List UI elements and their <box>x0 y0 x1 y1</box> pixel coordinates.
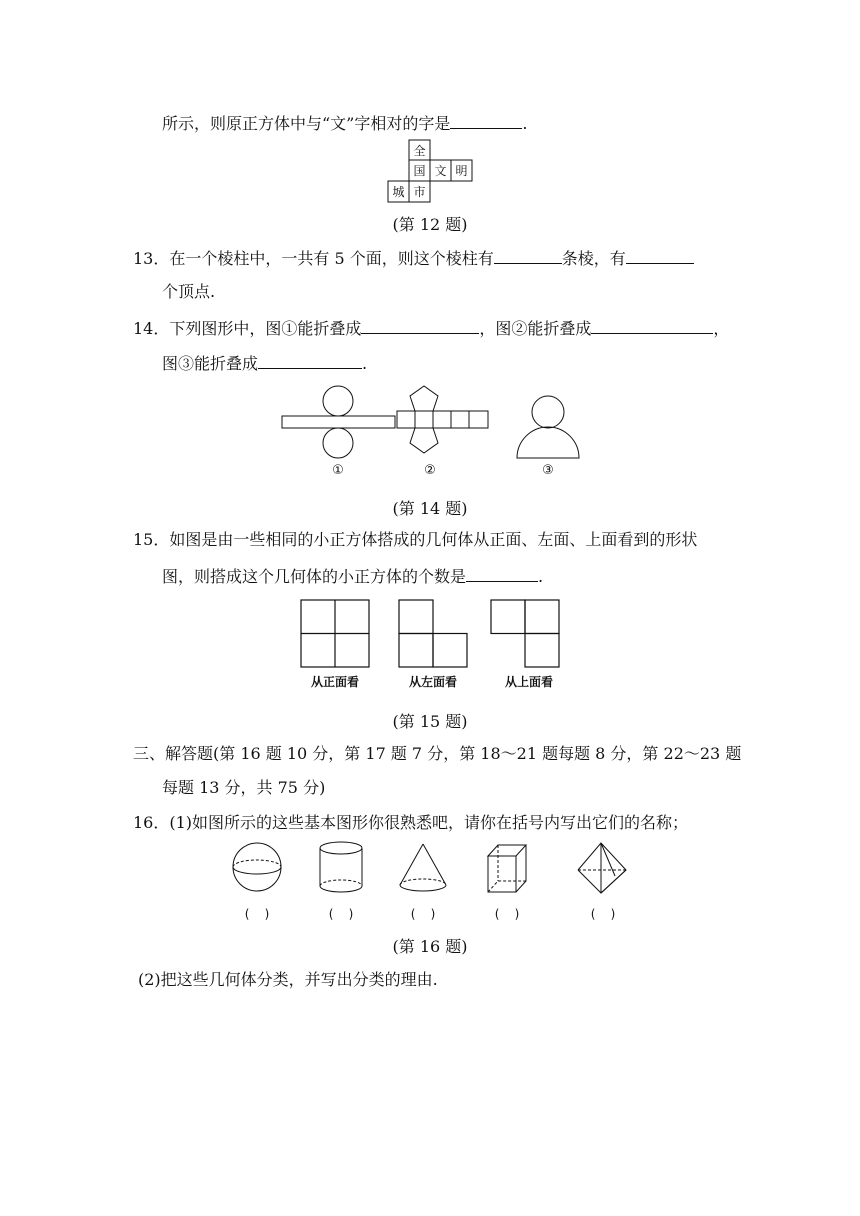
q14-text-c: ， <box>713 319 730 338</box>
section3-line-2: 每题 13 分，共 75 分) <box>162 778 326 797</box>
q14-end: . <box>362 354 368 373</box>
net-char-1: 国 <box>413 164 426 178</box>
net-char-5: 市 <box>413 185 426 199</box>
q15-text-b: 图，则搭成这个几何体的小正方体的个数是 <box>162 567 467 586</box>
fig3-label: ③ <box>542 463 554 478</box>
sphere-equator-back <box>233 860 281 867</box>
paren-pyramid[interactable]: ( ) <box>590 907 616 921</box>
paren-cylinder[interactable]: ( ) <box>328 907 354 921</box>
q15-caption: (第 15 题) <box>392 712 468 731</box>
q15-end: . <box>538 567 544 586</box>
net-char-2: 文 <box>434 164 447 178</box>
q16-caption: (第 16 题) <box>392 937 468 956</box>
paren-cone[interactable]: ( ) <box>410 907 436 921</box>
cuboid-front-face <box>488 856 516 892</box>
q14-text-a: 14．下列图形中，图①能折叠成 <box>133 319 362 338</box>
section3-line-1: 三、解答题(第 16 题 10 分，第 17 题 7 分，第 18～21 题每题 8 分，第 22～23 题 <box>133 744 742 763</box>
q12-caption: (第 12 题) <box>392 215 468 234</box>
net-char-4: 城 <box>392 185 405 199</box>
q13-text-b: 条棱，有 <box>561 249 626 268</box>
pyramid-edge-right <box>601 843 615 876</box>
cone-base-back <box>400 879 446 885</box>
cuboid-hidden-edges <box>488 881 526 892</box>
cylinder-bottom-back <box>320 880 362 886</box>
q12-end: . <box>522 114 528 133</box>
cylinder-bottom-front <box>320 886 362 892</box>
fig1-label: ① <box>332 463 344 478</box>
sphere-outline <box>233 843 281 891</box>
pyramid-outline <box>578 843 626 893</box>
cuboid-top-face <box>488 845 526 856</box>
top-view-label: 从上面看 <box>504 675 554 689</box>
q13-text-a: 13．在一个棱柱中，一共有 5 个面，则这个棱柱有 <box>133 249 494 268</box>
cylinder-top <box>320 842 362 854</box>
q16-part1: 16．(1)如图所示的这些基本图形你很熟悉吧，请你在括号内写出它们的名称； <box>133 813 689 832</box>
cone-base-front <box>400 885 446 891</box>
sphere-equator-front <box>233 867 281 874</box>
cuboid-right-face <box>516 845 526 892</box>
q14-text-b: ，图②能折叠成 <box>479 319 592 338</box>
fig2-label: ② <box>424 463 436 478</box>
net-char-0: 全 <box>413 144 426 158</box>
net-char-3: 明 <box>455 164 468 178</box>
q16-part2: (2)把这些几何体分类，并写出分类的理由. <box>138 970 438 989</box>
paren-sphere[interactable]: ( ) <box>244 907 270 921</box>
left-view-label: 从左面看 <box>408 675 458 689</box>
front-view-label: 从正面看 <box>310 675 360 689</box>
q12-text: 所示，则原正方体中与“文”字相对的字是 <box>162 114 451 133</box>
q14-text-d: 图③能折叠成 <box>162 354 259 373</box>
q13-line-2: 个顶点. <box>162 282 216 301</box>
q14-caption: (第 14 题) <box>392 499 468 518</box>
paren-cuboid[interactable]: ( ) <box>494 907 520 921</box>
q15-line-1: 15．如图是由一些相同的小正方体搭成的几何体从正面、左面、上面看到的形状 <box>133 530 698 549</box>
